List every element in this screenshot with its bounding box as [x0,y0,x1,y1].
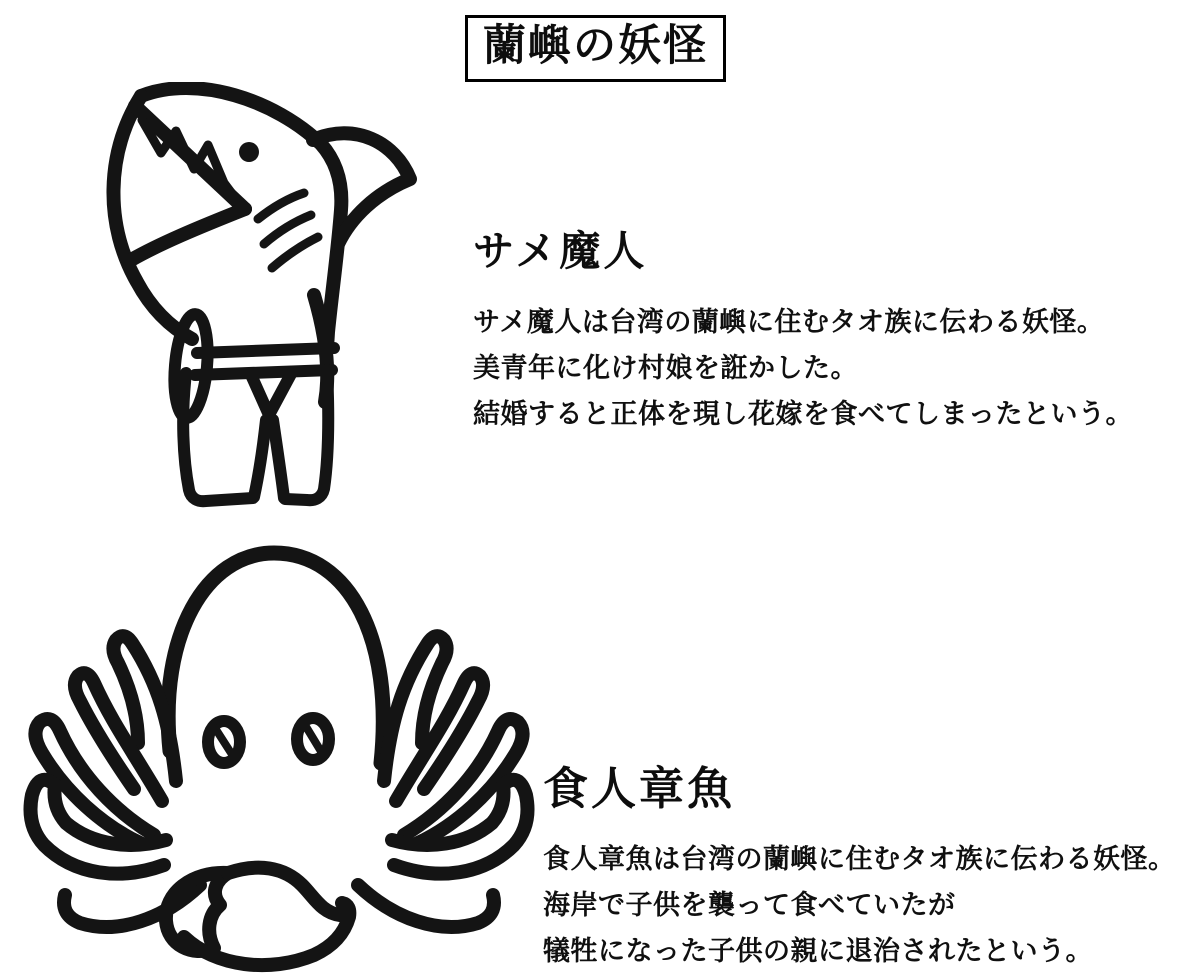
shark-section-description [473,299,1133,437]
octopus-description-line-2: 海岸で子供を襲って食べていたが [543,890,956,920]
shark-man-illustration [85,82,433,512]
page-title: 蘭嶼の妖怪 [465,15,726,82]
shark-description-line-1: サメ魔人は台湾の蘭嶼に住むタオ族に伝わる妖怪。 [473,307,1105,337]
octopus-section-heading: 食人章魚 [543,763,736,814]
octopus-description-line-3: 犠牲になった子供の親に退治されたという。 [543,936,1093,966]
shark-description-line-2: 美青年に化け村娘を誑かした。 [473,353,858,383]
shark-section-heading: サメ魔人 [473,228,648,274]
shark-description-line-3: 結婚すると正体を現し花嫁を食べてしまったという。 [473,399,1133,429]
octopus-description-line-1: 食人章魚は台湾の蘭嶼に住むタオ族に伝わる妖怪。 [543,844,1176,874]
octopus-section-description [543,836,1176,974]
octopus-illustration [12,543,567,980]
